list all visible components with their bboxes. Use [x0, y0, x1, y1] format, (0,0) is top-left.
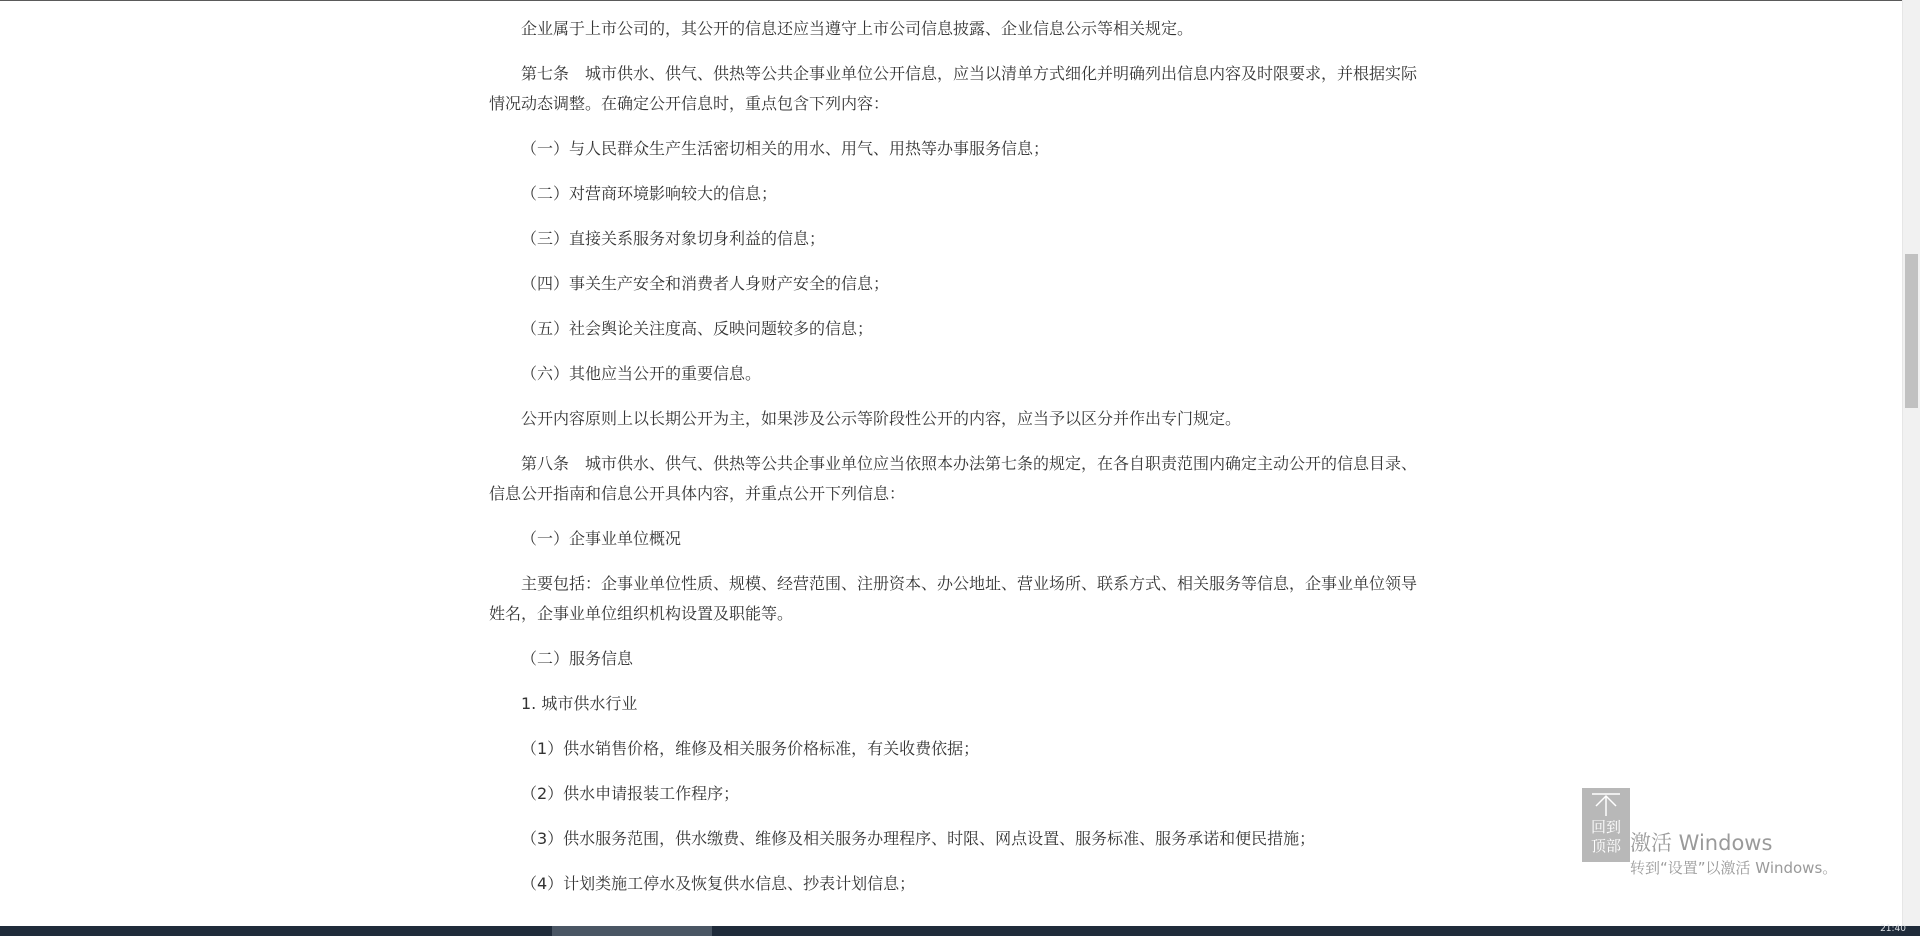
article-paragraph: （五）社会舆论关注度高、反映问题较多的信息；: [521, 319, 874, 338]
scrollbar-thumb[interactable]: [1905, 254, 1918, 408]
back-to-top-label: 回到顶部: [1590, 818, 1621, 855]
article-paragraph: （3）供水服务范围，供水缴费、维修及相关服务办理程序、时限、网点设置、服务标准、服务承诺和便民措施；: [521, 829, 1316, 848]
activation-title: 激活 Windows: [1630, 831, 1773, 855]
taskbar: [0, 926, 1920, 936]
article-paragraph: 企业属于上市公司的，其公开的信息还应当遵守上市公司信息披露、企业信息公示等相关规定。: [521, 19, 1194, 38]
article-paragraph: （一）与人民群众生产生活密切相关的用水、用气、用热等办事服务信息；: [521, 139, 1050, 158]
windows-activation-watermark: [1630, 830, 1837, 878]
article-paragraph: 1. 城市供水行业: [521, 694, 638, 713]
article-paragraph: 第七条 城市供水、供气、供热等公共企事业单位公开信息，应当以清单方式细化并明确列出信息内容及时限要求，并根据实际情况动态调整。在确定公开信息时，重点包含下列内容：: [489, 64, 1418, 113]
article-paragraph: （4）计划类施工停水及恢复供水信息、抄表计划信息；: [521, 874, 916, 893]
top-border: [0, 0, 1920, 1]
article-paragraph: （二）对营商环境影响较大的信息；: [521, 184, 778, 203]
article-paragraph: （六）其他应当公开的重要信息。: [521, 364, 762, 383]
article-paragraph: （二）服务信息: [521, 649, 634, 668]
article-paragraph: （1）供水销售价格，维修及相关服务价格标准，有关收费依据；: [521, 739, 980, 758]
article-paragraph: （2）供水申请报装工作程序；: [521, 784, 740, 803]
article-paragraph: （三）直接关系服务对象切身利益的信息；: [521, 229, 826, 248]
article-paragraph: 第八条 城市供水、供气、供热等公共企事业单位应当依照本办法第七条的规定，在各自职责范围内确定主动公开的信息目录、信息公开指南和信息公开具体内容，并重点公开下列信息：: [489, 454, 1418, 503]
back-to-top-button[interactable]: [1582, 788, 1630, 862]
article-paragraph: （四）事关生产安全和消费者人身财产安全的信息；: [521, 274, 890, 293]
vertical-scrollbar[interactable]: [1902, 0, 1920, 926]
article-paragraph: 主要包括：企事业单位性质、规模、经营范围、注册资本、办公地址、营业场所、联系方式、相关服务等信息，企事业单位领导姓名，企事业单位组织机构设置及职能等。: [489, 574, 1418, 623]
taskbar-clock[interactable]: 21:40: [1880, 924, 1906, 934]
article-paragraph: （一）企事业单位概况: [521, 529, 682, 548]
taskbar-active-app[interactable]: [552, 926, 712, 936]
article-body: [489, 14, 1421, 914]
activation-subtitle: 转到“设置”以激活 Windows。: [1630, 859, 1838, 877]
article-paragraph: 公开内容原则上以长期公开为主，如果涉及公示等阶段性公开的内容，应当予以区分并作出专门规定。: [521, 409, 1242, 428]
arrow-up-icon: [1582, 788, 1630, 818]
